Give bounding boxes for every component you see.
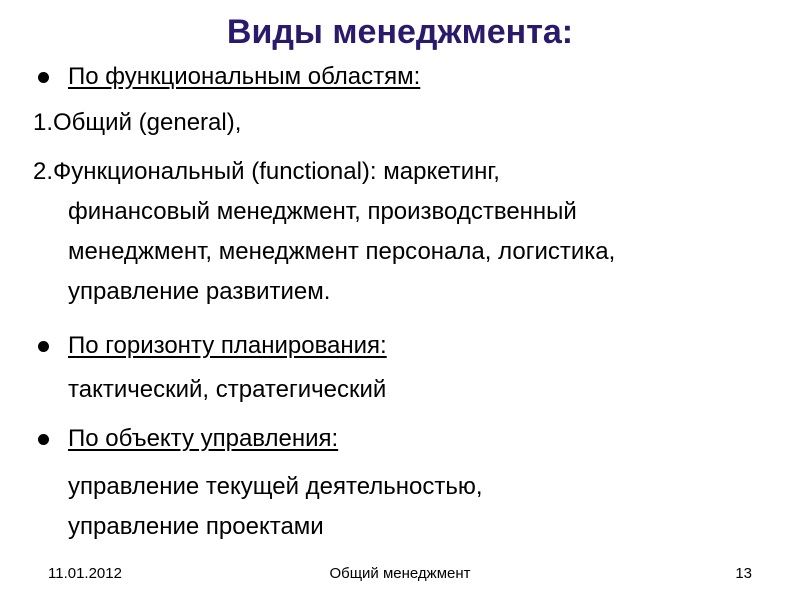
footer-date: 11.01.2012 xyxy=(48,565,122,582)
footer-page-number: 13 xyxy=(735,565,752,582)
bullet-detail-management-object-line-2: управление проектами xyxy=(68,513,324,540)
bullet-dot xyxy=(38,72,49,83)
list-item-functional-line-1: 2.Функциональный (functional): маркетинг, xyxy=(33,158,500,185)
bullet-dot xyxy=(38,434,49,445)
bullet-detail-management-object-line-1: управление текущей деятельностью, xyxy=(68,473,483,500)
slide-title: Виды менеджмента: xyxy=(226,13,574,51)
list-item-functional-line-2: финансовый менеджмент, производственный xyxy=(68,198,577,225)
footer-title: Общий менеджмент xyxy=(329,565,471,582)
list-item-functional-line-3: менеджмент, менеджмент персонала, логистика, xyxy=(68,238,616,265)
bullet-heading-planning-horizon: По горизонту планирования: xyxy=(68,332,387,359)
list-item-functional-line-4: управление развитием. xyxy=(68,278,331,305)
bullet-heading-functional-areas: По функциональным областям: xyxy=(68,63,421,90)
bullet-heading-management-object: По объекту управления: xyxy=(68,425,339,452)
bullet-detail-planning-horizon: тактический, стратегический xyxy=(68,376,387,403)
bullet-dot xyxy=(38,341,49,352)
list-item-general: 1.Общий (general), xyxy=(33,109,242,136)
